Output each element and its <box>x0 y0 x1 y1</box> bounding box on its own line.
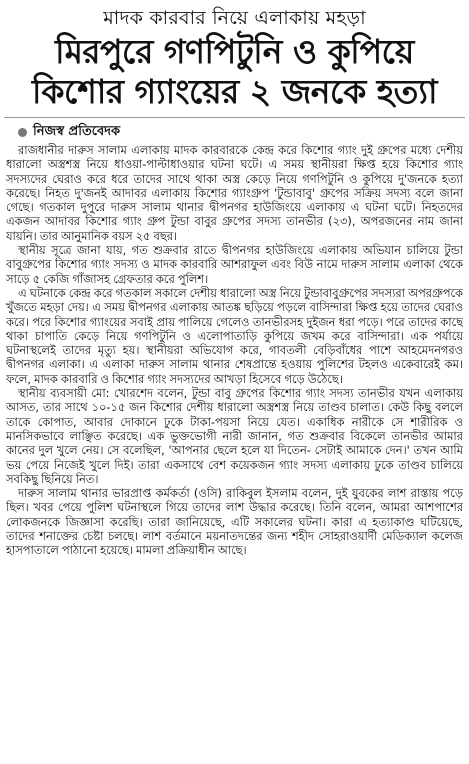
article-paragraph-5: দারুস সালাম থানার ভারপ্রাপ্ত কর্মকর্তা (ওসি) রাকিবুল ইসলাম বলেন, দুই যুবকের লাশ রাস্তায় পড়ে ছিল। খবর পেয়ে পুলিশ ঘটনাস্থলে গিয়ে তাদের লাশ উদ্ধার করেছে। তিনি বলেন, আমরা আশপাশের লোকজনকে জিজ্ঞাসা করেছি। তারা জানিয়েছে, এটি সকালের ঘটনা। কারা এ হত্যাকাণ্ড ঘটিয়েছে, তাদের শনাক্তের চেষ্টা চলছে। লাশ বর্তমানে ময়নাতদন্তের জন্য শহীদ সোহরাওয়ার্দী মেডিক্যাল কলেজ হাসপাতালে পাঠানো হয়েছে। মামলা প্রক্রিয়াধীন আছে। <box>6 486 463 558</box>
article-body <box>6 143 463 758</box>
article-paragraph-4: স্থানীয় ব্যবসায়ী মো: খোরশেদ বলেন, টুন্ডা বাবু গ্রুপের কিশোর গ্যাং সদস্য তানভীর যখন এলাকায় আসত, তার সাথে ১০-১৫ জন কিশোর দেশীয় ধারালো অস্ত্রশস্ত্র নিয়ে তাণ্ডব চালাত। কেউ কিছু বললে তাকে কোপাত, আবার দোকানে ঢুকে টাকা-পয়সা নিয়ে যেত। একাধিক নারীকে সে শারীরিক ও মানসিকভাবে লাঞ্ছিত করেছে। এক ভুক্তভোগী নারী জানান, গত শুক্রবার বিকেলে তানভীর আমার কানের দুল খুলে নেয়। সে বলেছিল, 'আপনার ছেলে হলে যা দিতেন- সেটাই আমাকে দেন।' তখন আমি ভয় পেয়ে নিজেই খুলে দিই। তারা একসাথে বেশ কয়েকজন গ্যাং সদস্য এলাকায় ঢুকে তাণ্ডব চালিয়ে সবকিছু ছিনিয়ে নিত। <box>6 386 463 486</box>
byline-text: নিজস্ব প্রতিবেদক <box>33 123 121 139</box>
article-paragraph-1: রাজধানীর দারুস সালাম এলাকায় মাদক কারবারকে কেন্দ্র করে কিশোর গ্যাং দুই গ্রুপের মধ্যে দেশীয় ধারালো অস্ত্রশস্ত্র নিয়ে ধাওয়া-পাল্টাধাওয়ার ঘটনা ঘটে। এ সময় স্থানীয়রা ক্ষিপ্ত হয়ে কিশোর গ্যাং সদস্যদের ঘেরাও করে ধরে তাদের সাথে থাকা অস্ত্র কেড়ে নিয়ে গণপিটুনি ও কুপিয়ে দু'জনকে হত্যা করেছে। নিহত দু'জনই আদাবর এলাকায় কিশোর গ্যাংগ্রুপ 'টুন্ডাবাবু' গ্রুপের সক্রিয় সদস্য বলে জানা গেছে। গতকাল দুপুরে দারুস সালাম থানার দ্বীপনগর হাউজিংয়ে এলাকায় এ ঘটনা ঘটে। নিহতদের একজন আদাবর কিশোর গ্যাং গ্রুপ টুন্ডা বাবুর গ্রুপের সদস্য তানভীর (২৩), অপরজনের নাম জানা যায়নি। তার আনুমানিক বয়স ২৫ বছর। <box>6 143 463 243</box>
kicker-headline: মাদক কারবার নিয়ে এলাকায় মহড়া <box>103 7 366 29</box>
bullet-icon <box>18 128 27 137</box>
byline <box>18 122 120 142</box>
article-paragraph-2: স্থানীয় সূত্রে জানা যায়, গত শুক্রবার রাতে দ্বীপনগর হাউজিংয়ে এলাকায় অভিযান চালিয়ে টুন্ডা বাবুগ্রুপের কিশোর গ্যাং সদস্য ও মাদক কারবারি আশরাফুল এবং বিউ নামে দারুস সালাম এলাকা থেকে সাড়ে ৫ কেজি গাঁজাসহ গ্রেফতার করে পুলিশ। <box>6 243 463 286</box>
article-paragraph-3: এ ঘটনাকে কেন্দ্র করে গতকাল সকালে দেশীয় ধারালো অস্ত্র নিয়ে টুন্ডাবাবুগ্রুপের সদস্যরা অপরগ্রুপকে খুঁজতে মহড়া দেয়। এ সময় দ্বীপনগর এলাকায় আতঙ্ক ছড়িয়ে পড়লে বাসিন্দারা ক্ষিপ্ত হয়ে তাদের ঘেরাও করে। পরে কিশোর গ্যাংয়ের সবাই প্রায় পালিয়ে গেলেও তানভীরসহ দুইজন ধরা পড়ে। পরে তাদের কাছে থাকা চাপাতি কেড়ে নিয়ে গণপিটুনি ও এলোপাতাড়ি কুপিয়ে জখম করে বাসিন্দারা। এক পর্যায়ে ঘটনাস্থলেই তাদের মৃত্যু হয়। স্থানীয়রা অভিযোগ করে, গাবতলী বেড়িবাঁধের পাশে আহমেদনগরও দ্বীপনগর এলাকা। এ এলাকা দারুস সালাম থানার শেষপ্রান্তে হওয়ায় পুলিশের টহলও একেবারেই কম। ফলে, মাদক কারবারি ও কিশোর গ্যাং সদস্যদের আখড়া হিসেবে গড়ে উঠেছে। <box>6 285 463 386</box>
main-headline: মিরপুরে গণপিটুনি ও কুপিয়ে কিশোর গ্যাংয়ের ২ জনকে হত্যা <box>31 32 438 111</box>
divider <box>4 117 465 118</box>
